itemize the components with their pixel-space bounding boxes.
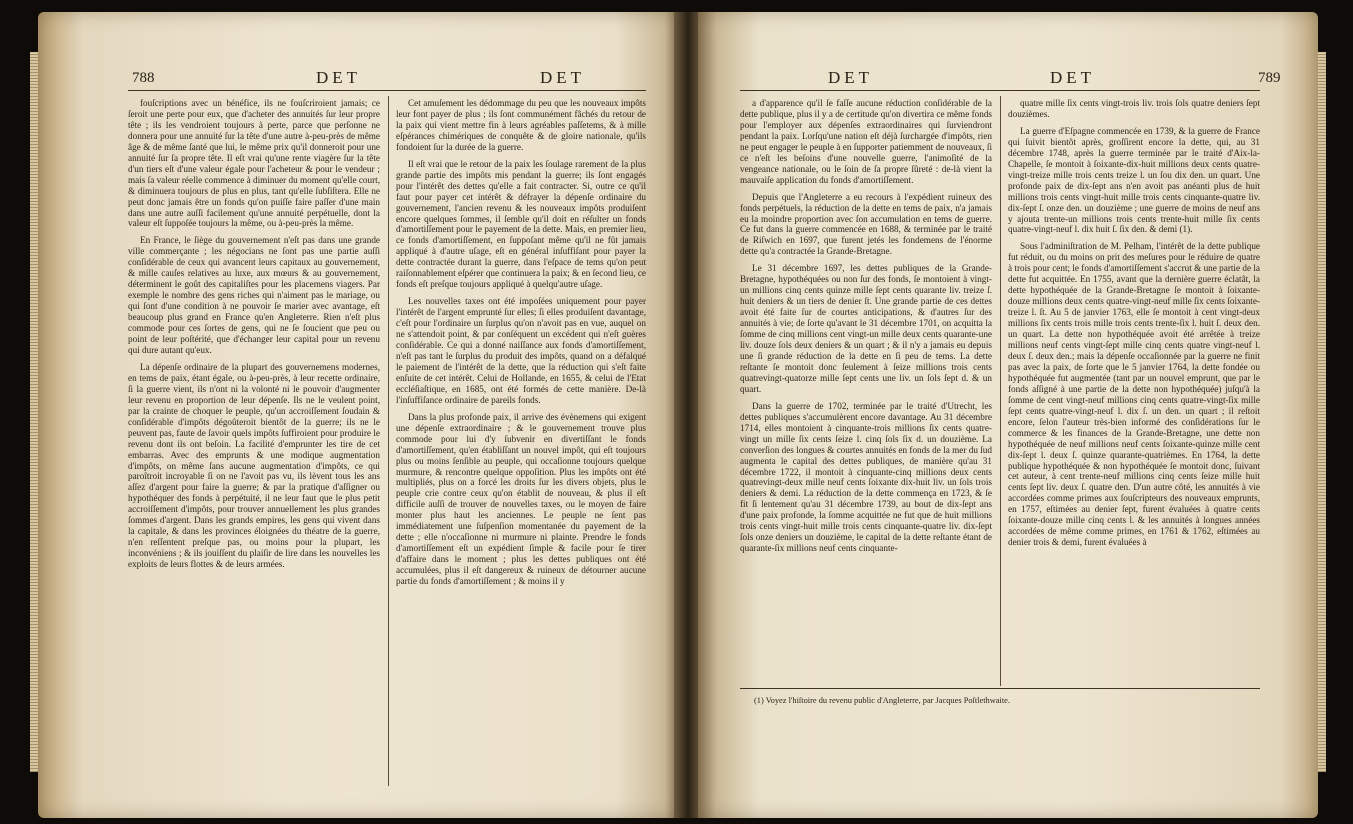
paragraph: Il eſt vrai que le retour de la paix les ſoulage rarement de la plus grande partie des impôts mis pendant la guerre; ils ſont engagés pour l'intérêt des dettes qu'elle a fait contracter. Si, outre ce qu'il faut pour payer cet intérêt & défrayer la dépenſe ordinaire du gouvernement, l'ancien revenu & les nouveaux impôts produiſent encore quelques ſommes, il ſemble qu'il doit en réſulter un fonds d'amortiſſement pour le payement de la dette. Mais, en premier lieu, ce fonds d'amortiſſement, en ſuppoſant même qu'il ne fût jamais appliqué à d'autre uſage, eſt en général inſuffiſant pour payer la dette contractée durant la guerre, dans l'eſpace de tems qu'on peut raiſonnablement eſpérer que continuera la paix; & en ſecond lieu, ce fonds eſt preſque toujours appliqué à quelqu'autre uſage. (396, 158, 646, 290)
right-header-right: DET (1050, 68, 1096, 87)
paragraph: Dans la guerre de 1702, terminée par le traité d'Utrecht, les dettes publiques s'accumulèrent encore davantage. Au 31 décembre 1714, elles montoient à cinquante-trois millions ſix cents quatre-vingt un mille ſix cents ſeize l. cinq ſols ſix d. un douzième. La converſion des longues & courtes annuités en fonds de la mer du ſud augmenta le capital des dettes publiques, de manière qu'au 31 décembre 1722, il montoit à cinquante-cinq millions deux cents quatrevingt-deux mille neuf cents ſoixante dix-huit liv. un ſols trois deniers & demi. La réduction de la dette commença en 1723, & ſe fit ſi lentement qu'au 31 décembre 1739, au bout de dix-ſept ans d'une paix profonde, la ſomme acquittée ne fut que de huit millions trois cents vingt-huit mille trois cents cinquante-quatre liv. dix-ſept ſols onze deniers un douzième, le capital de la dette reſtante étant de quarante-ſix millions neuf cents cinquante- (740, 400, 992, 554)
right-page-number: 789 (1258, 70, 1281, 86)
left-column-2 (396, 98, 646, 593)
right-header-left: DET (828, 68, 874, 87)
paragraph: quatre mille ſix cents vingt-trois liv. trois ſols quatre deniers ſept douzièmes. (1008, 98, 1260, 119)
paragraph: Sous l'adminiſtration de M. Pelham, l'intérêt de la dette publique fut réduit, ou du moins on prit des meſures pour le réduire de quatre à trois pour cent; le fonds d'amortiſſement s'accrut & une partie de la dette fut acquittée. En 1755, avant que la dernière guerre éclatât, la dette hypothéquée de la Grande-Bretagne ſe montoit à ſoixante-douze millions deux cents quatre-vingt-neuf mille ſix cents ſoixante-treize l. ſt. Au 5 de janvier 1763, elle ſe montoit à cent vingt-deux millions ſix cents trois mille trois cents trente-ſix l. huit ſ. deux den. un quart. La dette non hypothéquée avoit été arrêtée à treize millions neuf cents vingt-ſept mille cinq cents quatre vingt-neuf l. deux ſ. deux den.; mais la dépenſe occaſionnée par la guerre ne finit pas avec la paix, de ſorte que le 5 janvier 1764, la dette fondée ou hypothéquée fut augmentée (tant par un nouvel emprunt, que par le fonds aſſigné à une partie de la dette non hypothéquée) juſqu'à la ſomme de cent vingt-neuf millions cinq cents quatre-vingt-ſix mille ſept cents quatre-vingt-neuf l. dix ſ. un den. un quart ; il reſtoit encore, ſelon l'auteur très-bien informé des conſidérations ſur le commerce & les finances de la Grande-Bretagne, une dette non hypothéquée de neuf millions neuf cents ſoixante-quinze mille cent dix-ſept l. deux ſ. quinze quarante-quatrièmes. En 1764, la dette publique hypothéquée & non hypothéquée ſe montoit donc, ſuivant cet auteur, à cent trente-neuf millions cinq cents ſeize mille huit cents ſept liv. deux ſ. quatre den. D'un autre côté, les annuités à vie accordées comme primes aux ſouſcripteurs des nouveaux emprunts, en 1757, eſtimées au denier ſept, furent évaluées à quatre cents ſoixante-douze mille cinq cents l. & les annuités à longues années accordées de même comme primes, en 1761 & 1762, eſtimées au denier trois & demi, furent évaluées à (1008, 241, 1260, 548)
paragraph: La guerre d'Eſpagne commencée en 1739, & la guerre de France qui ſuivit bientôt après, groſſirent encore la dette, qui, au 31 décembre 1748, après la guerre terminée par le traité d'Aix-la-Chapelle, ſe montoit à ſoixante-dix-huit millions deux cents quatre-vingt-treize mille trois cents treize l. un ſou dix den. un quart. Une profonde paix de dix-ſept ans n'en avoit pas anéanti plus de huit millions trois cents vingt-huit mille trois cents cinquante-quatre liv. dix-ſept ſ. onze den. un douzième ; une guerre de moins de neuf ans y ajouta trente-un millions trois cents trente-huit mille ſix cents quatre-vingt-neuf l. dix huit ſ. ſix den. & demi (1). (1008, 125, 1260, 235)
paragraph: Le 31 décembre 1697, les dettes publiques de la Grande-Bretagne, hypothéquées ou non ſur des fonds, ſe montoient à vingt-un millions cinq cents quinze mille ſept cents quarante liv. treize ſ. huit deniers & un tiers de denier ſt. Une grande partie de ces dettes avoit été faite ſur de courtes anticipations, & d'autres ſur des annuités à vie; de ſorte qu'avant le 31 décembre 1701, on acquitta la ſomme de cinq millions cent vingt-un mille deux cents quarante-une liv. douze ſols deux deniers & un quart ; & il n'y a jamais eu depuis une ſi grande réduction de la dette en ſi peu de tems. La dette reſtante ſe montoit donc ſeulement à ſeize millions trois cents quatrevingt-quatorze mille ſept cents une liv. un ſols ſept d. & un quart. (740, 263, 992, 394)
left-header-left: DET (316, 68, 362, 87)
paragraph: La dépenſe ordinaire de la plupart des gouvernemens modernes, en tems de paix, étant égale, ou à-peu-près, à leur recette ordinaire, ſi la guerre vient, ils n'ont ni la volonté ni le pouvoir d'augmenter leur revenu en proportion de leur dépenſe. Ils ne le veulent point, par la crainte de choquer le peuple, qu'un accroiſſement ſoudain & conſidérable d'impôts dégoûteroit bientôt de la guerre; ils ne le peuvent pas, faute de ſavoir quels impôts ſuffiroient pour produire le revenu dont ils ont beſoin. La facilité d'emprunter les tire de cet embarras. Avec des emprunts & une modique augmentation d'impôts, on même ſans aucune augmentation d'impôts, ce qui paroîtroit incroyable ſi on ne l'avoit pas vu, ils lèvent tous les ans aſſez d'argent pour faire la guerre; & par la pratique d'aſſigner ou hypothéquer des fonds à perpétuité, il ne leur faut que le plus petit accroiſſement d'impôts, pour trouver annuellement les plus grandes ſommes d'argent. Dans les grands empires, les gens qui vivent dans la capitale, & dans les provinces éloignées du théatre de la guerre, n'en reſſentent preſque pas, ou moins pour la plupart, les inconvéniens ; & ils jouiſſent du plaiſir de lire dans les nouvelles les exploits de leurs flottes & de leurs armées. (128, 361, 380, 570)
footnote-rule (740, 688, 1260, 689)
footnote: (1) Voyez l'hiſtoire du revenu public d'Angleterre, par Jacques Poſtlethwaite. (754, 696, 1010, 705)
right-column-rule (1000, 96, 1001, 686)
paragraph: Dans la plus profonde paix, il arrive des évènemens qui exigent une dépenſe extraordinaire ; & le gouvernement trouve plus commode pour lui d'y ſubvenir en divertiſſant le fonds d'amortiſſement, qu'en établiſſant un nouvel impôt, qui eſt toujours plus ou moins ſenſible au peuple, qui occaſionne toujours quelque murmure, & rencontre quelque oppoſition. Plus les impôts ont été multipliés, plus on a forcé les droits ſur les divers objets, plus le peuple crie contre ceux qu'on établit de nouveau, & plus il eſt difficile auſſi de trouver de nouvelles taxes, ou le moyen de faire monter plus haut les anciennes. Le peuple ne ſent pas immédiatement une ſuſpenſion momentanée du payement de la dette ; elle n'occaſionne ni murmure ni plainte. Prendre le fonds d'amortiſſement eſt un expédient ſimple & facile pour ſe tirer d'affaire dans le moment ; plus les dettes publiques ont été accumulées, plus il eſt dangereux & ruineux de détourner aucune partie du fonds d'amortiſſement ; & moins il y (396, 411, 646, 587)
left-column-rule (388, 96, 389, 786)
right-column-1 (740, 98, 992, 560)
right-column-2 (1008, 98, 1260, 554)
paragraph: En France, le ſiège du gouvernement n'eſt pas dans une grande ville commerçante ; les négocians ne ſont pas une partie auſſi conſidérable de ceux qui avancent leurs capitaux au gouvernement, & mille cauſes relatives au luxe, aux mœurs & au gouvernement, déterminent le goût des capitaliſtes pour les placemens viagers. Par exemple le nombre des gens riches qui n'aiment pas le mariage, ou qui ſont d'une condition à ne pouvoir ſe marier avec avantage, eſt beaucoup plus grand en France qu'en Angleterre. Rien n'eſt plus commode pour ces ſortes de gens, qui ne ſe ſoucient que peu ou point de leur poſtérité, que d'échanger leur capital pour un revenu qui dure autant qu'eux. (128, 235, 380, 355)
paragraph: Depuis que l'Angleterre a eu recours à l'expédient ruineux des fonds perpétuels, la réduction de la dette en tems de paix, n'a jamais eu la moindre proportion avec ſon accumulation en tems de guerre. Ce fut dans la guerre commencée en 1688, & terminée par le traité de Riſwich en 1697, que furent jetés les fondemens de l'énorme dette qu'a contractée la Grande-Bretagne. (740, 191, 992, 257)
left-page (38, 12, 678, 818)
left-header-right: DET (540, 68, 586, 87)
paragraph: fouſcriptions avec un bénéfice, ils ne fouſcriroient jamais; ce ſeroit une perte pour eux, que d'acheter des annuités ſur leur propre tête ; ils les vendroient toujours à perte, parce que perſonne ne donnera pour une annuité ſur la tête d'une autre à-peu-près de même âge & de même ſanté que lui, le même prix qu'il donneroit pour une annuité ſur ſa propre tête. Il eſt vrai qu'une rente viagère ſur la tête d'un tiers eſt d'une valeur égale pour l'acheteur & pour le vendeur ; mais ſa valeur réelle commence à diminuer du moment qu'elle court, & diminuera toujours de plus en plus, tant qu'elle ſubſiſtera. Elle ne peut donc jamais être un fonds qu'on puiſſe faire paſſer d'une main dans une autre auſſi facilement qu'une annuité perpétuelle, dont la valeur eſt ſuppoſée toujours la même, ou à-peu-près la même. (128, 98, 380, 229)
right-header-rule (740, 90, 1260, 91)
paragraph: Les nouvelles taxes ont été impoſées uniquement pour payer l'intérêt de l'argent emprunté ſur elles; ſi elles produiſent davantage, c'eſt pour l'ordinaire un ſurplus qu'on n'avoit pas en vue, auquel on ne s'attendoit point, & par conſéquent un excédent qui n'eſt guères conſidérable. Ce qui a donné naiſſance aux fonds d'amortiſſement, n'eſt pas tant le ſurplus du produit des impôts, quand on a défalqué le paiement de l'intérêt de la dette, que la réduction qui s'eſt faite enſuite de cet intérêt. Celui de Hollande, en 1655, & celui de l'Etat eccléſiaſtique, en 1685, ont été formés de cette manière. De-là l'inſuffiſance ordinaire de pareils fonds. (396, 296, 646, 405)
left-header-rule (128, 90, 646, 91)
left-column-1 (128, 98, 380, 576)
paragraph: Cet amuſement les dédommage du peu que les nouveaux impôts leur font payer de plus ; ils ſont communément fâchés du retour de la paix qui vient mettre fin à leurs agréables paſſetems, & à mille eſpérances chimériques de conquête & de gloire nationale, qu'ils fondoient ſur la durée de la guerre. (396, 98, 646, 152)
open-book (38, 12, 1318, 818)
paragraph: a d'apparence qu'il ſe faſſe aucune réduction conſidérable de la dette publique, plus il y a de certitude qu'on divertira ce même fonds pour l'employer aux dépenſes extraordinaires qui ſurviendront pendant la paix. Lorſqu'une nation eſt déjà ſurchargée d'impôts, rien ne peut engager le peuple à en ſupporter patiemment de nouveaux, ſi ce n'eſt les beſoins d'une nouvelle guerre, l'animoſité de la vengeance nationale, ou le ſoin de ſa propre ſûreté : de-là vient la mauvaiſe application du fonds d'amortiſſement. (740, 98, 992, 185)
left-page-number: 788 (132, 70, 155, 86)
right-page (698, 12, 1318, 818)
